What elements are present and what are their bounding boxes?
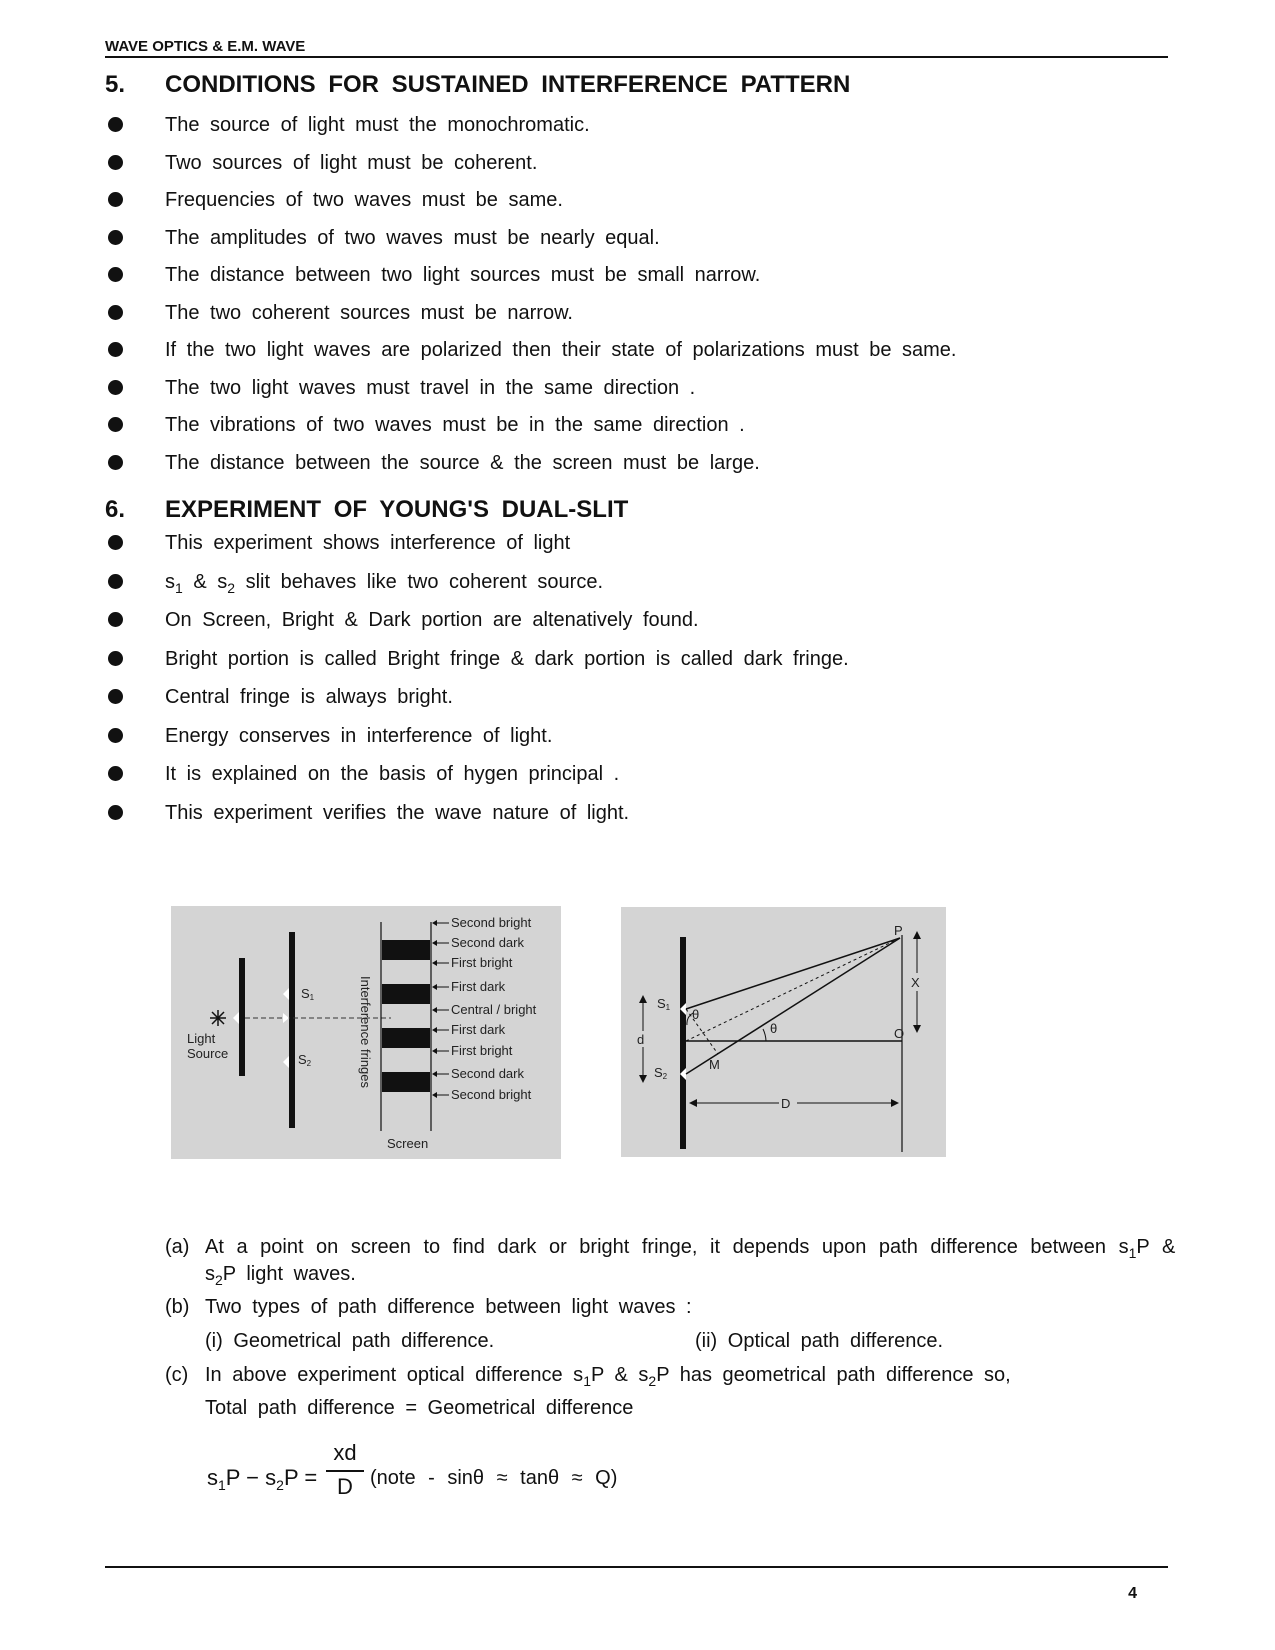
screen-label: Screen bbox=[387, 1136, 429, 1151]
equation-lhs: $s_1P - s_2P$ = bbox=[207, 1465, 318, 1493]
double-slit-barrier bbox=[289, 932, 295, 1128]
source-slit bbox=[233, 1012, 239, 1024]
note-b-ii: (ii) Optical path difference. bbox=[695, 1330, 944, 1352]
figure-path-geometry bbox=[621, 907, 946, 1157]
section-6-number: 6. bbox=[105, 496, 126, 523]
fringe-label: Second dark bbox=[451, 1066, 524, 1081]
fringe-arrow-icon bbox=[432, 960, 437, 966]
D-arrow-left bbox=[689, 1099, 697, 1107]
bullet-icon bbox=[108, 267, 123, 282]
page-number: 4 bbox=[1128, 1585, 1137, 1602]
section-5-title: CONDITIONS FOR SUSTAINED INTERFERENCE PATTERN bbox=[165, 71, 851, 98]
list-item: On Screen, Bright & Dark portion are altenatively found. bbox=[165, 609, 699, 631]
fringe-label: Second bright bbox=[451, 915, 532, 930]
s2-label: S2 bbox=[298, 1052, 312, 1068]
dark-fringe bbox=[382, 1028, 430, 1048]
perpendicular-s1m bbox=[686, 1009, 718, 1054]
list-item: The source of light must the monochromatic. bbox=[165, 114, 590, 136]
light-source-label-2: Source bbox=[187, 1046, 229, 1061]
s2-label: S2 bbox=[654, 1065, 668, 1081]
bullet-icon bbox=[108, 689, 123, 704]
D-label: D bbox=[781, 1096, 791, 1111]
D-arrow-right bbox=[891, 1099, 899, 1107]
footer-rule bbox=[105, 1566, 1168, 1568]
note-a-label: (a) bbox=[165, 1236, 190, 1258]
source-barrier bbox=[239, 958, 245, 1076]
bullet-icon bbox=[108, 651, 123, 666]
s1-label: S1 bbox=[657, 996, 671, 1012]
point-o-label: O bbox=[894, 1026, 905, 1041]
point-m-label: M bbox=[709, 1057, 720, 1072]
fringe-label: First dark bbox=[451, 1022, 506, 1037]
list-item: Bright portion is called Bright fringe & dark portion is called dark fringe. bbox=[165, 647, 849, 670]
bullet-icon bbox=[108, 230, 123, 245]
list-item: Energy conserves in interference of light. bbox=[165, 724, 553, 747]
note-a-line1: At a point on screen to find dark or bright fringe, it depends upon path difference between $s_1P$ & bbox=[205, 1236, 1176, 1261]
bullet-icon bbox=[108, 305, 123, 320]
fringe-arrow-icon bbox=[432, 984, 437, 990]
note-c-label: (c) bbox=[165, 1364, 189, 1386]
bullet-icon bbox=[108, 612, 123, 627]
light-source-label: Light bbox=[187, 1031, 216, 1046]
list-item: The amplitudes of two waves must be nearly equal. bbox=[165, 226, 660, 249]
light-source-icon bbox=[210, 1010, 226, 1026]
list-item: Two sources of light must be coherent. bbox=[165, 151, 538, 174]
bullet-icon bbox=[108, 455, 123, 470]
fringe-arrow-icon bbox=[432, 1092, 437, 1098]
d-label: d bbox=[637, 1032, 645, 1047]
note-a-line2: $s_2P$ light waves. bbox=[205, 1263, 356, 1288]
fringe-arrow-icon bbox=[432, 1048, 437, 1054]
note-c-text: In above experiment optical difference $s_1P$ & $s_2P$ has geometrical path difference so, bbox=[205, 1364, 1011, 1389]
fringe-arrow-icon bbox=[432, 1071, 437, 1077]
fringe-label: Second bright bbox=[451, 1087, 532, 1102]
bullet-icon bbox=[108, 766, 123, 781]
list-item-coherent-slits: $s_1$ & $s_2$ slit behaves like two coherent source. bbox=[165, 571, 603, 596]
bullet-icon bbox=[108, 155, 123, 170]
fringe-label: First bright bbox=[451, 1043, 513, 1058]
list-item: This experiment shows interference of light bbox=[165, 532, 571, 554]
equation-note: (note - sinθ ≈ tanθ ≈ Q) bbox=[370, 1467, 618, 1489]
dark-fringe bbox=[382, 940, 430, 960]
header-rule bbox=[105, 56, 1168, 58]
note-b-i: (i) Geometrical path difference. bbox=[205, 1330, 495, 1352]
dark-fringe bbox=[382, 1072, 430, 1092]
section-5-number: 5. bbox=[105, 71, 126, 98]
x-arrow-top bbox=[913, 931, 921, 939]
x-label: X bbox=[911, 975, 920, 990]
list-item: If the two light waves are polarized then their state of polarizations must be same. bbox=[165, 339, 957, 361]
slit-s1 bbox=[283, 988, 289, 1000]
bullet-icon bbox=[108, 380, 123, 395]
center-marker bbox=[283, 1013, 289, 1023]
list-item: The distance between two light sources must be small narrow. bbox=[165, 264, 761, 286]
d-arrow-top bbox=[639, 995, 647, 1003]
running-header: WAVE OPTICS & E.M. WAVE bbox=[105, 38, 306, 55]
list-item: The two coherent sources must be narrow. bbox=[165, 301, 573, 324]
list-item: Frequencies of two waves must be same. bbox=[165, 189, 563, 211]
list-item: The vibrations of two waves must be in the same direction . bbox=[165, 414, 745, 436]
list-item: The two light waves must travel in the same direction . bbox=[165, 376, 696, 399]
bullet-icon bbox=[108, 574, 123, 589]
fringe-arrow-icon bbox=[432, 1027, 437, 1033]
interference-fringes-label: Interference fringes bbox=[358, 976, 373, 1089]
note-b-label: (b) bbox=[165, 1296, 190, 1318]
s1-label: S1 bbox=[301, 986, 315, 1002]
fringe-arrow-icon bbox=[432, 1007, 437, 1013]
slit-barrier bbox=[680, 937, 686, 1149]
slit-s2 bbox=[283, 1056, 289, 1068]
bullet-icon bbox=[108, 535, 123, 550]
angle-arc-2 bbox=[763, 1029, 766, 1041]
list-item: Central fringe is always bright. bbox=[165, 686, 453, 708]
fringe-label: First bright bbox=[451, 955, 513, 970]
list-item: The distance between the source & the screen must be large. bbox=[165, 451, 760, 474]
x-arrow-bottom bbox=[913, 1025, 921, 1033]
list-item: This experiment verifies the wave nature of light. bbox=[165, 801, 630, 824]
note-b-text: Two types of path difference between light waves : bbox=[205, 1296, 692, 1318]
bullet-icon bbox=[108, 117, 123, 132]
theta-label-2: θ bbox=[770, 1021, 778, 1036]
fringe-label: Central / bright bbox=[451, 1002, 537, 1017]
figure-young-setup bbox=[171, 906, 561, 1159]
bullet-icon bbox=[108, 192, 123, 207]
bullet-icon bbox=[108, 342, 123, 357]
d-arrow-bottom bbox=[639, 1075, 647, 1083]
point-p-label: P bbox=[894, 923, 903, 938]
section-6-title: EXPERIMENT OF YOUNG'S DUAL-SLIT bbox=[165, 496, 629, 523]
bullet-icon bbox=[108, 417, 123, 432]
fringe-arrow-icon bbox=[432, 940, 437, 946]
note-c-line2: Total path difference = Geometrical difference bbox=[205, 1397, 634, 1419]
fringe-label: Second dark bbox=[451, 935, 524, 950]
ray-center-dashed bbox=[686, 938, 900, 1041]
equation-numerator: xd bbox=[333, 1440, 357, 1465]
ray-s1p bbox=[686, 938, 900, 1009]
bullet-icon bbox=[108, 805, 123, 820]
fringe-arrow-icon bbox=[432, 920, 437, 926]
theta-label-1: θ bbox=[692, 1007, 700, 1022]
fringe-label: First dark bbox=[451, 979, 506, 994]
list-item: It is explained on the basis of hygen principal . bbox=[165, 763, 620, 785]
dark-fringe bbox=[382, 984, 430, 1004]
bullet-icon bbox=[108, 728, 123, 743]
equation-denominator: D bbox=[337, 1474, 353, 1499]
fringe-labels bbox=[432, 915, 537, 1102]
fraction-bar bbox=[326, 1470, 364, 1472]
